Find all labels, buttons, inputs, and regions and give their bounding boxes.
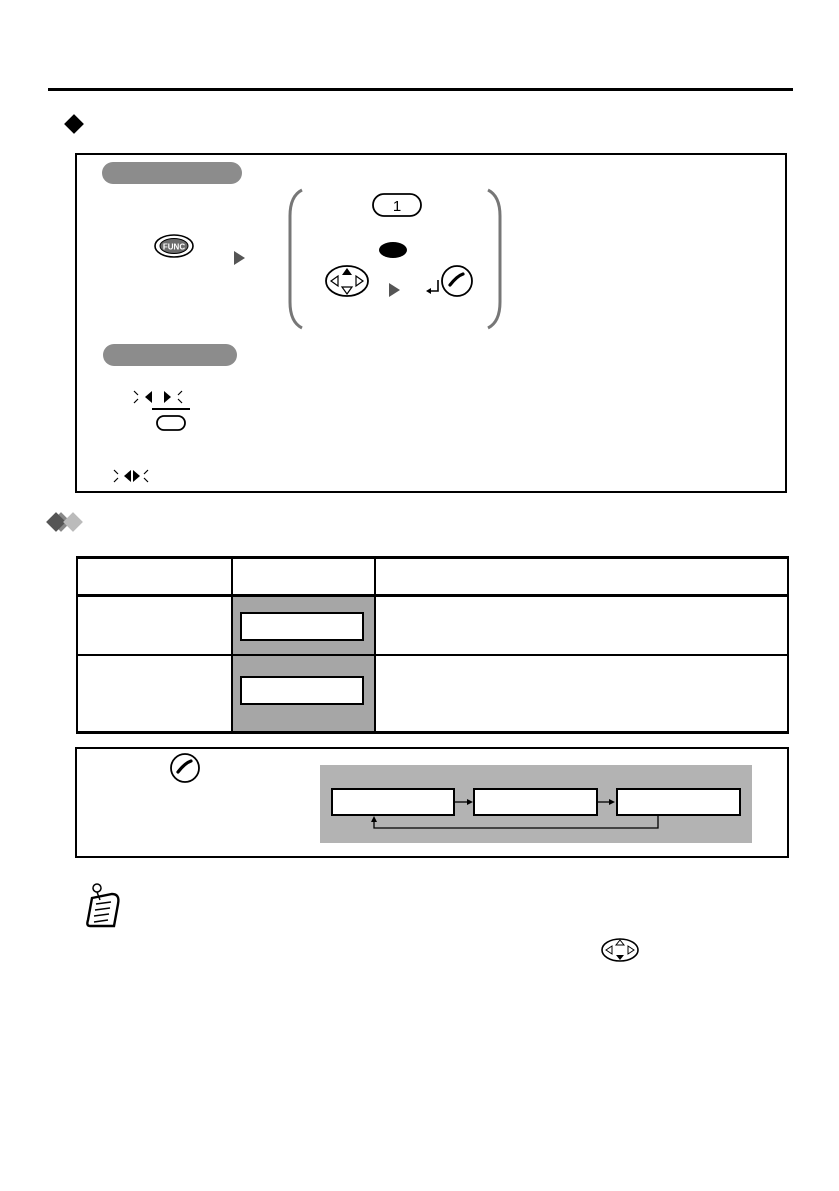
digit-key-label: 1 (392, 198, 402, 215)
table-header-3 (383, 565, 783, 587)
diamond-icon (64, 114, 84, 134)
notepad-pin-icon (84, 882, 126, 932)
navigator-key-icon (324, 264, 370, 298)
flow-arrows (320, 765, 752, 843)
func-key-icon (153, 233, 195, 259)
func-key-label: FUNC (162, 242, 186, 252)
talk-key-icon (440, 264, 474, 298)
double-diamond-icon-front (63, 512, 83, 532)
table-row-2-label (84, 664, 224, 724)
table-col-border-2 (374, 556, 376, 734)
step-pill-1 (102, 162, 242, 184)
table-col-border-1 (231, 556, 233, 734)
table-header-1 (84, 565, 224, 587)
arrow-right-icon-2 (389, 283, 400, 297)
header-rule (48, 88, 793, 91)
table-row-border (76, 654, 789, 656)
table-bottom-border (76, 731, 789, 734)
flow-arrow-head-icon (467, 799, 473, 805)
fraction-line (152, 408, 190, 410)
step-pill-2 (103, 344, 237, 366)
table-row-2-description (383, 664, 783, 724)
flow-arrow-head-icon-2 (609, 799, 615, 805)
arrow-right-icon (234, 251, 245, 265)
return-arrow-head-icon (371, 816, 377, 822)
table-right-border (787, 556, 789, 734)
table-row-1-display (240, 612, 364, 641)
return-arrow-icon (374, 816, 658, 828)
note-text (140, 890, 790, 950)
table-row-1-label (84, 604, 224, 644)
table-row-2-display (240, 676, 364, 705)
flow-box-label (90, 760, 150, 780)
talk-key-icon-2 (168, 752, 202, 784)
table-header-border (76, 594, 789, 597)
table-left-border (76, 556, 78, 734)
flashing-left-right-arrows-icon (133, 389, 183, 405)
table-top-border (76, 556, 789, 559)
table-row-1-description (383, 604, 783, 644)
table-header-2 (240, 565, 368, 587)
navigator-key-icon-2 (600, 937, 640, 963)
flashing-left-right-arrows-icon-2 (113, 468, 163, 484)
digit-1-key-icon (371, 192, 423, 218)
blank-key-icon (155, 414, 187, 432)
black-oval-key-icon (377, 241, 409, 259)
